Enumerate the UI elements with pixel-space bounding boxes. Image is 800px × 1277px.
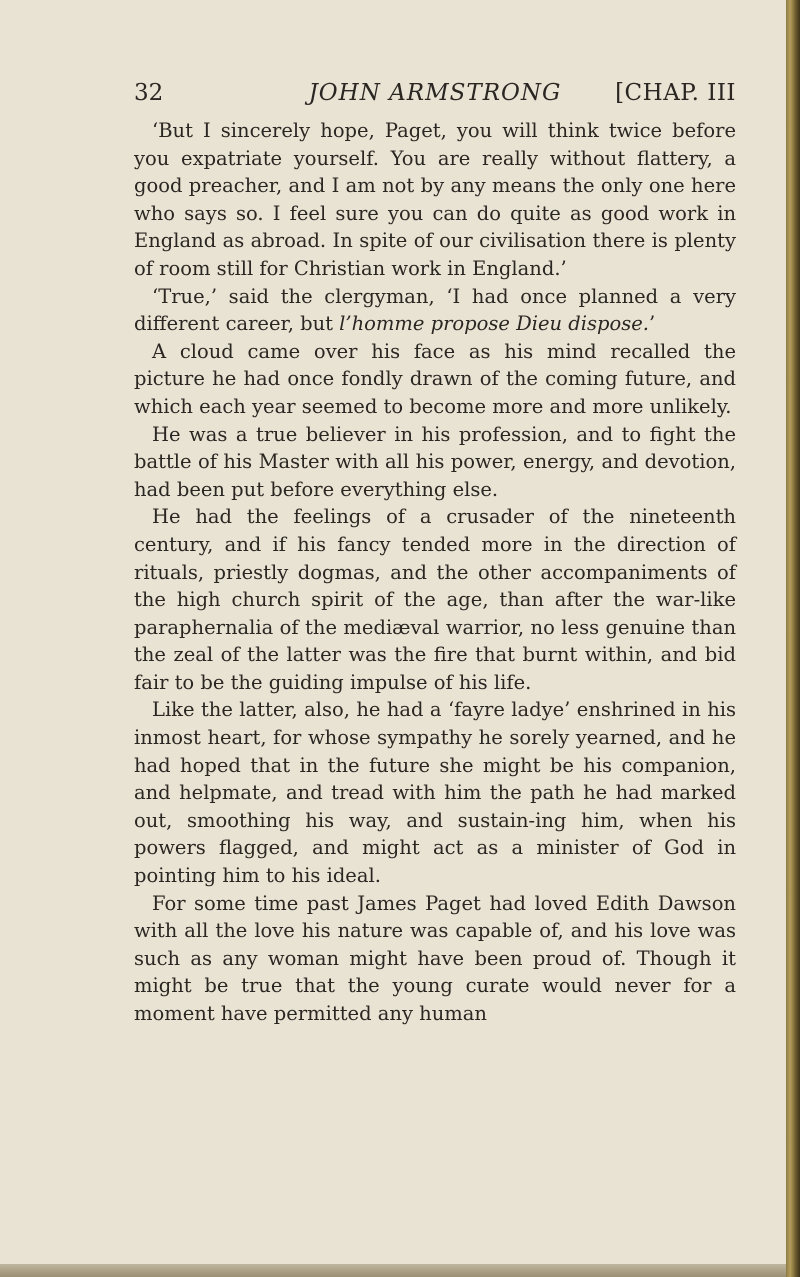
page-number: 32 (134, 80, 164, 106)
italic-quote: l’homme propose Dieu dispose. (339, 312, 650, 336)
paragraph-text: ’ (649, 312, 656, 336)
running-title: JOHN ARMSTRONG (308, 80, 562, 106)
paragraph: A cloud came over his face as his mind recalled the picture he had once fondly drawn of the coming future, and which each year seemed to become more and more unlikely. (134, 339, 736, 418)
paragraph: Like the latter, also, he had a ‘fayre ladye’ enshrined in his inmost heart, for whose sympathy he sorely yearned, and he had hoped that in the future she might be his companion, and helpmate, and tread with him the path he had marked out, smoothing his way, and sustain-ing him, when his powers flagged, and might act as a minister of God in pointing him to his ideal. (134, 698, 736, 888)
paragraph: He had the feelings of a crusader of the nineteenth century, and if his fancy tended more in the direction of rituals, priestly dogmas, and the other accompaniments of the high church spirit of the age, than after the war-like paraphernalia of the mediæval warrior, no less genuine than the zeal of the latter was the fire that burnt within, and bid fair to be the guiding impulse of his life. (134, 505, 736, 694)
paragraph-text: ‘True,’ said the clergyman, ‘I had once planned a very different career, but (134, 284, 736, 336)
body-text (134, 117, 736, 1028)
page-header (134, 80, 736, 112)
paragraph: For some time past James Paget had loved Edith Dawson with all the love his nature was capable of, and his love was such as any woman might have been proud of. Though it might be true that the young curate would never for a moment have permitted any human (134, 891, 736, 1025)
paragraph: ‘But I sincerely hope, Paget, you will think twice before you expatriate yourself. You are really without flattery, a good preacher, and I am not by any means the only one here who says so. I feel sure you can do quite as good work in England as abroad. In spite of our civilisation there is plenty of room still for Christian work in England.’ (134, 119, 736, 280)
chapter-reference: [CHAP. III (615, 80, 736, 106)
paragraph: He was a true believer in his profession, and to fight the battle of his Master with all his power, energy, and devotion, had been put before everything else. (134, 422, 736, 501)
page-bottom-edge (0, 1264, 786, 1277)
book-spine-edge (786, 0, 800, 1277)
paragraph (134, 283, 736, 338)
